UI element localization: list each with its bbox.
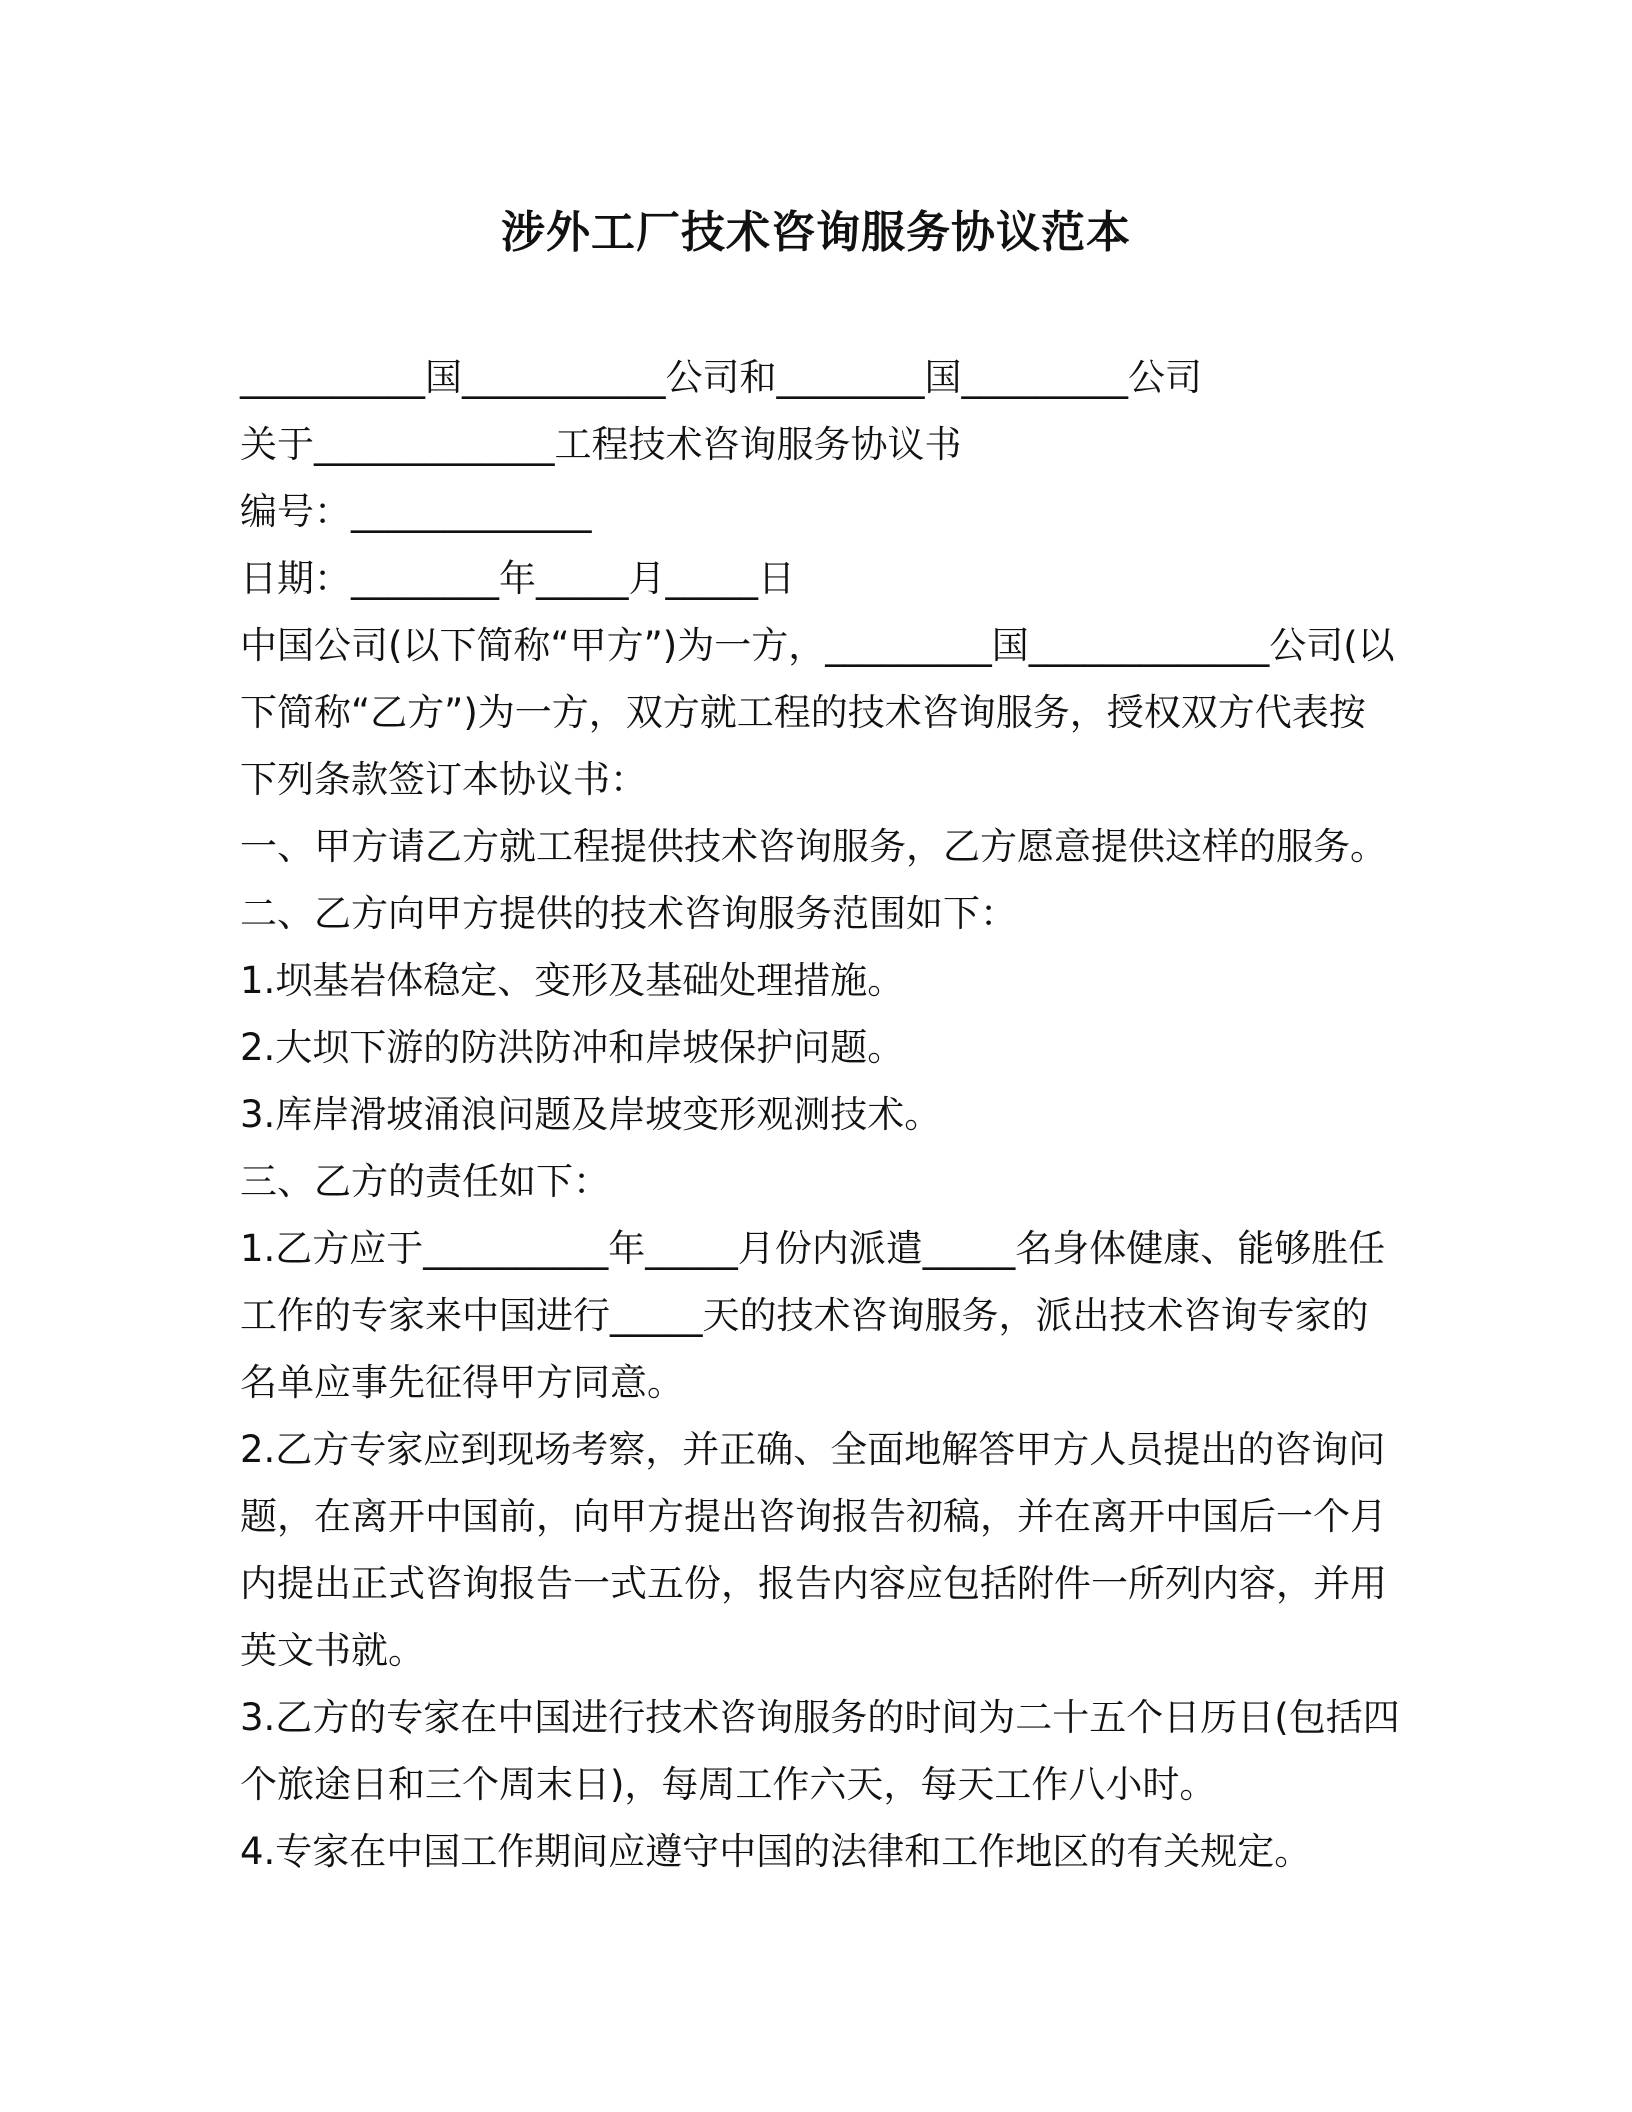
clause-2-heading: 二、乙方向甲方提供的技术咨询服务范围如下：	[240, 892, 1017, 935]
clause-3-item-1: 1.乙方应于__________年_____月份内派遣_____名身体健康、能够胜任工作的专家来中国进行_____天的技术咨询服务，派出技术咨询专家的名单应事先征得甲方同意。	[240, 1227, 1386, 1404]
clause-3-heading: 三、乙方的责任如下：	[240, 1160, 610, 1203]
subject-line: 关于_____________工程技术咨询服务协议书	[240, 423, 962, 466]
clause-2-item-1: 1.坝基岩体稳定、变形及基础处理措施。	[240, 959, 905, 1002]
number-line: 编号：_____________	[240, 490, 592, 533]
parties-line: __________国___________公司和________国_________公司	[240, 356, 1202, 399]
clause-3-item-3: 3.乙方的专家在中国进行技术咨询服务的时间为二十五个日历日(包括四个旅途日和三个周末日)，每周工作六天，每天工作八小时。	[240, 1696, 1400, 1806]
date-line: 日期：________年_____月_____日	[240, 557, 795, 600]
clause-1: 一、甲方请乙方就工程提供技术咨询服务，乙方愿意提供这样的服务。	[240, 825, 1387, 868]
document-body	[240, 344, 1400, 1885]
clause-3-item-4: 4.专家在中国工作期间应遵守中国的法律和工作地区的有关规定。	[240, 1830, 1312, 1873]
intro-paragraph: 中国公司(以下简称“甲方”)为一方，_________国_____________公司(以下简称“乙方”)为一方，双方就工程的技术咨询服务，授权双方代表按下列条款签订本协议书：	[240, 624, 1395, 801]
clause-2-item-3: 3.库岸滑坡涌浪问题及岸坡变形观测技术。	[240, 1093, 942, 1136]
clause-3-item-2: 2.乙方专家应到现场考察，并正确、全面地解答甲方人员提出的咨询问题，在离开中国前，向甲方提出咨询报告初稿，并在离开中国后一个月内提出正式咨询报告一式五份，报告内容应包括附件一所列内容，并用英文书就。	[240, 1428, 1387, 1672]
document-title: 涉外工厂技术咨询服务协议范本	[501, 207, 1131, 258]
clause-2-item-2: 2.大坝下游的防洪防冲和岸坡保护问题。	[240, 1026, 905, 1069]
